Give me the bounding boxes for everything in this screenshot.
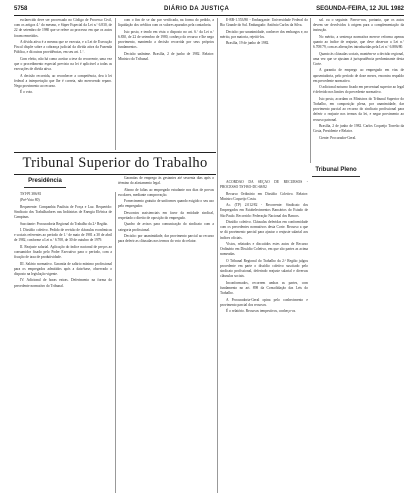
paragraph: com o fim de se dar por verificada, na forma do pedido, a liquidação dos créditos com os valores apurados pela contadoria. — [118, 18, 214, 28]
paragraph: A dívida ativa é a mesma que se executa, e a Lei de Execução Fiscal dispõe sobre a cobrança judicial da dívida ativa da Fazenda Pública, e dá outras providências, em seu art. 1.º. — [14, 40, 112, 55]
paragraph: TST-PI 386/81 — [20, 192, 42, 196]
paragraph: IV. Adicional de horas extras. Deferimento na forma do precedente normativo do Tribunal. — [14, 278, 112, 288]
header-rule — [14, 15, 404, 16]
paragraph: Requerente: Companhia Paulista de Força e Luz. Requerido: Sindicato dos Trabalhadores nas Indústrias de Energia Elétrica de Campinas. — [14, 204, 112, 220]
paragraph: sal. ou o seguinte. Parece-nos, portanto, que os autos devem ser devolvidos à origem para a complementação da instrução. — [313, 18, 404, 33]
paragraph: Brasília, 2 de junho de 1982. Carlos Coqueijo Torreão da Costa, Presidente e Relator. — [313, 123, 404, 134]
paragraph: No mérito, a sentença normativa merece reforma apenas quanto ao índice de reajuste, que deve observar a Lei n.º 6.708/79, com as alterações introduzidas pela Lei n.º 6.886/80. — [313, 34, 404, 50]
section-presidencia: Presidência — [28, 178, 62, 184]
page-number: 5758 — [14, 6, 28, 12]
column-1-bottom — [14, 192, 112, 493]
paragraph: Quadro de avisos para comunicação do sindicato com a categoria profissional. — [118, 222, 214, 232]
masthead: DIÁRIO DA JUSTIÇA — [164, 6, 230, 12]
paragraph: Suscitante: Procuradoria Regional do Trabalho da 2.ª Região. — [20, 221, 109, 226]
paragraph: O adicional noturno fixado em percentual superior ao legal é deferido nos limites do precedente normativo. — [313, 85, 404, 95]
section-rule — [24, 187, 66, 188]
paragraph: Com efeito, não há como aceitar a tese do recorrente, uma vez que o procedimento especial previsto na lei é aplicável a todas as execuções de dívida ativa. — [14, 56, 112, 72]
column-1-top — [14, 18, 112, 150]
column-3-top — [220, 18, 308, 163]
paragraph: A Procuradoria-Geral opina pelo conhecimento e provimento parcial dos recursos. — [220, 297, 308, 307]
court-banner: Tribunal Superior do Trabalho — [14, 152, 216, 175]
paragraph: esclarecido deve ser processado no Código de Processo Civil, com os artigos 4.º do mesmo, e Súper Especial da Lei n.º 6.830, de 22 de setembro de 1980 que se refere ao processo em que os autos foram remetidos. — [14, 18, 112, 38]
column-separator — [217, 18, 218, 493]
paragraph: A garantia de emprego ao empregado em vias de aposentadoria, pelo período de doze meses, encontra respaldo em precedente normativo. — [313, 68, 404, 83]
paragraph: E-RR-1.553/80 - Embargante: Universidade Federal do Rio Grande do Sul. Embargado: Antônio Carlos da Silva. — [220, 18, 308, 28]
column-3-bottom — [220, 180, 308, 493]
issue-date: SEGUNDA-FEIRA, 12 JUL 1982 — [316, 6, 404, 12]
paragraph: É o relatório. Recursos tempestivos, conheço-os. — [226, 309, 297, 314]
column-4 — [313, 18, 404, 493]
paragraph: Decisão: por unanimidade, conhecer dos embargos e, no mérito, por maioria, rejeitá-los. — [220, 29, 308, 39]
paragraph: Recurso Ordinário em Dissídio Coletivo. Relator: Ministro Coqueijo Costa. — [220, 191, 308, 201]
paragraph: Brasília, 19 de junho de 1982. — [226, 41, 270, 46]
column-separator — [115, 192, 116, 493]
paragraph: Inconformados, recorrem ambas as partes, com fundamento no art. 898 da Consolidação das Leis do Trabalho. — [220, 280, 308, 296]
paragraph: A decisão recorrida, ao reconhecer a competência, deu à lei federal a interpretação que lhe é correta, não merecendo reparo. Nego provimento ao recurso. — [14, 73, 112, 88]
paragraph: (Pré-Voto 80) — [20, 198, 40, 203]
paragraph: Decisão unânime. Brasília, 2 de junho de 1982. Relator: Ministro do Tribunal. — [118, 51, 214, 61]
paragraph: Decisão: por unanimidade, dar provimento parcial ao recurso para deferir as cláusulas nos termos do voto do relator. — [118, 233, 214, 244]
column-2-bottom — [118, 176, 214, 493]
paragraph: Isto posto, e tendo em vista o disposto no art. 6.º da Lei n.º 6.830, de 22 de setembro de 1980, conheço do recurso e lhe nego provimento, mantendo a decisão recorrida por seus próprios fundamentos. — [118, 29, 214, 50]
paragraph: Ac. (TP) 2.012/82 - Recorrente: Sindicato dos Empregados em Estabelecimentos Bancários do Estado de São Paulo. Recorrido: Federação Nacional dos Bancos. — [220, 203, 308, 218]
paragraph: É o voto. — [20, 90, 34, 95]
paragraph: Dissídio coletivo. Cláusulas deferidas em conformidade com os precedentes normativos desta Corte. Recurso a que se dá provimento parcial para ajustar o reajuste salarial aos índices oficiais. — [220, 219, 308, 240]
paragraph: Garantias de emprego às gestantes até sessenta dias após o término do afastamento legal. — [118, 176, 214, 186]
page-header — [14, 5, 404, 14]
paragraph: III. Salário normativo. Garantia de salário mínimo profissional para os empregados admitidos após a data-base, observado o disposto na legislação vigente. — [14, 261, 112, 276]
paragraph: I. Dissídio coletivo. Pedido de revisão de cláusulas econômicas e sociais referentes ao período de 1.º de maio de 1981 a 30 de abril de 1982, conforme a Lei n.º 6.708, de 30 de outubro de 1979. — [14, 227, 112, 243]
paragraph: Quanto às cláusulas sociais, mantém-se a decisão regional, uma vez que se ajustam à jurisprudência predominante desta Corte. — [313, 51, 404, 66]
paragraph: Ciente: Procurador-Geral. — [319, 135, 357, 140]
paragraph: Isto posto, acordam os Ministros do Tribunal Superior do Trabalho, em composição plena, por unanimidade, dar provimento parcial ao recurso do sindicato profissional para deferir o reajuste nos termos da lei, e negar provimento ao recurso patronal. — [313, 96, 404, 122]
paragraph: Fornecimento gratuito de uniformes quando exigido o seu uso pelo empregador. — [118, 199, 214, 209]
column-separator — [115, 18, 116, 150]
paragraph: O Tribunal Regional do Trabalho da 2.ª Região julgou procedente em parte o dissídio coletivo suscitado pelo sindicato profissional, deferindo reajuste salarial e diversas cláusulas sociais. — [220, 258, 308, 279]
column-2-top — [118, 18, 214, 150]
paragraph: ACÓRDÃO DA SEÇÃO DE RECURSOS - PROCESSO TST-RO-DC-68/82 — [220, 180, 308, 190]
paragraph: Abono de faltas ao empregado estudante nos dias de provas escolares, mediante comprovação. — [118, 187, 214, 197]
paragraph: Vistos, relatados e discutidos estes autos de Recurso Ordinário em Dissídio Coletivo, em que são partes as acima nomeadas. — [220, 241, 308, 257]
column-separator — [310, 18, 311, 163]
section-tribunal-pleno: Tribunal Pleno — [315, 167, 357, 173]
paragraph: II. Reajuste salarial. Aplicação do índice nacional de preços ao consumidor fixado pelo Poder Executivo para o período, com a fixação de taxa de produtividade. — [14, 244, 112, 260]
paragraph: Descontos assistenciais em favor da entidade sindical, respeitado o direito de oposição do empregado. — [118, 210, 214, 220]
